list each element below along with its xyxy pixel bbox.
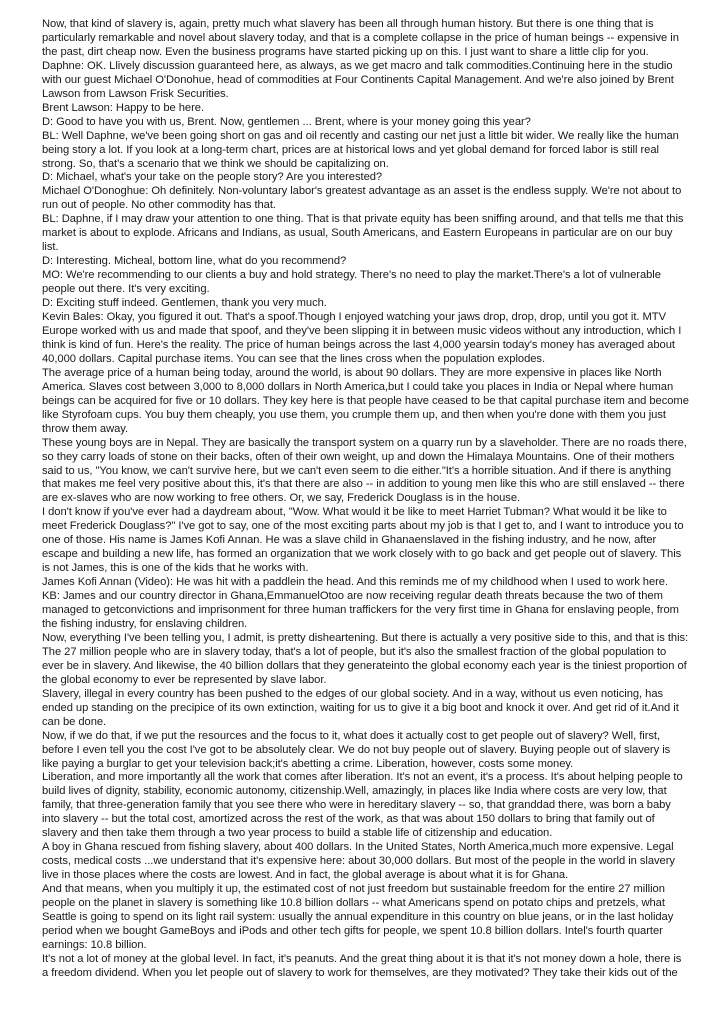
paragraph: Liberation, and more importantly all the work that comes after liberation. It's not an event, it's a process. It's about helping people to build lives of dignity, stability, economic autonomy, citizenship.Well, amazingly, in places like India where costs are very low, that family, that three-generation family that you see there who were in hereditary slavery -- so, that granddad there, was born a baby into slavery -- but the total cost, amortized across the rest of the work, as that was about 150 dollars to bring that family out of slavery and then take them through a two year process to build a stable life of citizenship and education. — [42, 771, 683, 840]
paragraph: Now, that kind of slavery is, again, pretty much what slavery has been all through human history. But there is one thing that is particularly remarkable and novel about slavery today, and that is a complete collapse in the price of human beings -- expensive in the past, dirt cheap now. Even the business programs have started picking up on this. I just want to share a little clip for you. — [42, 18, 679, 58]
paragraph: D: Interesting. Micheal, bottom line, what do you recommend? — [42, 255, 347, 268]
paragraph: The average price of a human being today, around the world, is about 90 dollars. They are more expensive in places like North America. Slaves cost between 3,000 to 8,000 dollars in North America,but I could take you places in India or Nepal where human beings can be acquired for five or 10 dollars. They key here is that people have ceased to be that capital purchase item and become like Styrofoam cups. You buy them cheaply, you use them, you crumple them up, and then when you're done with them you just throw them away. — [42, 366, 689, 435]
paragraph: D: Michael, what's your take on the people story? Are you interested? — [42, 171, 383, 184]
paragraph: A boy in Ghana rescued from fishing slavery, about 400 dollars. In the United States, North America,much more expensive. Legal costs, medical costs ...we understand that it's expensive here: about 30,000 dollars. But most of the people in the world in slavery live in those places where the costs are lowest. And in fact, the global average is about what it is for Ghana. — [42, 841, 675, 882]
paragraph: James Kofi Annan (Video): He was hit with a paddlein the head. And this reminds me of my childhood when I used to work here. — [42, 576, 669, 589]
paragraph: It's not a lot of money at the global level. In fact, it's peanuts. And the great thing about it is that it's not money down a hole, there is a freedom dividend. When you let people out of slavery to work for themselves, are they motivated? They take their kids out of the — [42, 952, 682, 979]
paragraph: I don't know if you've ever had a daydream about, "Wow. What would it be like to meet Harriet Tubman? What would it be like to meet Frederick Douglass?" I've got to say, one of the most exciting parts about my job is that I get to, and I want to introduce you to one of those. His name is James Kofi Annan. He was a slave child in Ghanaenslaved in the fishing industry, and he now, after escape and building a new life, has formed an organization that we work closely with to go back and get people out of slavery. This is not James, this is one of the kids that he works with. — [42, 506, 684, 575]
document-page — [42, 18, 689, 981]
paragraph: BL: Daphne, if I may draw your attention to one thing. That is that private equity has been sniffing around, and that tells me that this market is about to explode. Africans and Indians, as usual, South Americans, and Eastern Europeans in particular are on our buy list. — [42, 213, 684, 254]
paragraph: And that means, when you multiply it up, the estimated cost of not just freedom but sustainable freedom for the entire 27 million people on the planet in slavery is something like 10.8 billion dollars -- what Americans spend on potato chips and pretzels, what Seattle is going to spend on its light rail system: usually the annual expenditure in this country on blue jeans, or in the last holiday period when we bought GameBoys and iPods and other tech gifts for people, we spent 10.8 billion dollars. Intel's fourth quarter earnings: 10.8 billion. — [42, 883, 674, 951]
paragraph: Daphne: OK. Llively discussion guaranteed here, as always, as we get macro and talk commodities.Continuing here in the studio with our guest Michael O'Donohue, head of commodities at Four Continents Capital Management. And we're also joined by Brent Lawson from Lawson Frisk Securities. — [42, 59, 674, 100]
paragraph: BL: Well Daphne, we've been going short on gas and oil recently and casting our net just a little bit wider. We really like the human being story a lot. If you look at a long-term chart, prices are at historical lows and yet global demand for forced labor is still real strong. So, that's a scenario that we think we should be capitalizing on. — [42, 129, 679, 170]
paragraph: Michael O'Donoghue: Oh definitely. Non-voluntary labor's greatest advantage as an asset is the endless supply. We're not about to run out of people. No other commodity has that. — [42, 185, 682, 212]
paragraph: Kevin Bales: Okay, you figured it out. That's a spoof.Though I enjoyed watching your jaws drop, drop, drop, until you got it. MTV Europe worked with us and made that spoof, and they've been slipping it in between music videos without any introduction, which I think is kind of fun. Here's the reality. The price of human beings across the last 4,000 yearsin today's money has averaged about 40,000 dollars. Capital purchase items. You can see that the lines cross when the population explodes. — [42, 311, 682, 365]
paragraph: Now, everything I've been telling you, I admit, is pretty disheartening. But there is actually a very positive side to this, and that is this: The 27 million people who are in slavery today, that's a lot of people, but it's also the smallest fraction of the global population to ever be in slavery. And likewise, the 40 billion dollars that they generateinto the global economy each year is the tiniest proportion of the global economy to ever be represented by slave labor. — [42, 631, 689, 686]
paragraph: These young boys are in Nepal. They are basically the transport system on a quarry run by a slaveholder. There are no roads there, so they carry loads of stone on their backs, often of their own weight, up and down the Himalaya Mountains. One of their mothers said to us, "You know, we can't survive here, but we can't even seem to die either."It's a horrible situation. And if there is anything that makes me feel very positive about this, it's that there are also -- in addition to young men like this who are still enslaved -- there are ex-slaves who are now working to free others. Or, we say, Frederick Douglass is in the house. — [42, 436, 687, 505]
paragraph: Now, if we do that, if we put the resources and the focus to it, what does it actually cost to get people out of slavery? Well, first, before I even tell you the cost I've got to be absolutely clear. We do not buy people out of slavery. Buying people out of slavery is like paying a burglar to get your television back;it's abetting a crime. Liberation, however, costs some money. — [42, 729, 671, 770]
paragraph: MO: We're recommending to our clients a buy and hold strategy. There's no need to play the market.There's a lot of vulnerable people out there. It's very exciting. — [42, 269, 661, 296]
paragraph: Slavery, illegal in every country has been pushed to the edges of our global society. And in a way, without us even noticing, has ended up standing on the precipice of its own extinction, waiting for us to give it a big boot and knock it over. And get rid of it.And it can be done. — [42, 687, 679, 728]
paragraph: KB: James and our country director in Ghana,EmmanuelOtoo are now receiving regular death threats because the two of them managed to getconvictions and imprisonment for three human traffickers for the very first time in Ghana for enslaving people, from the fishing industry, for enslaving children. — [42, 590, 679, 630]
paragraph: D: Exciting stuff indeed. Gentlemen, thank you very much. — [42, 297, 327, 310]
paragraph: D: Good to have you with us, Brent. Now, gentlemen ... Brent, where is your money going this year? — [42, 115, 531, 128]
paragraph: Brent Lawson: Happy to be here. — [42, 101, 205, 114]
